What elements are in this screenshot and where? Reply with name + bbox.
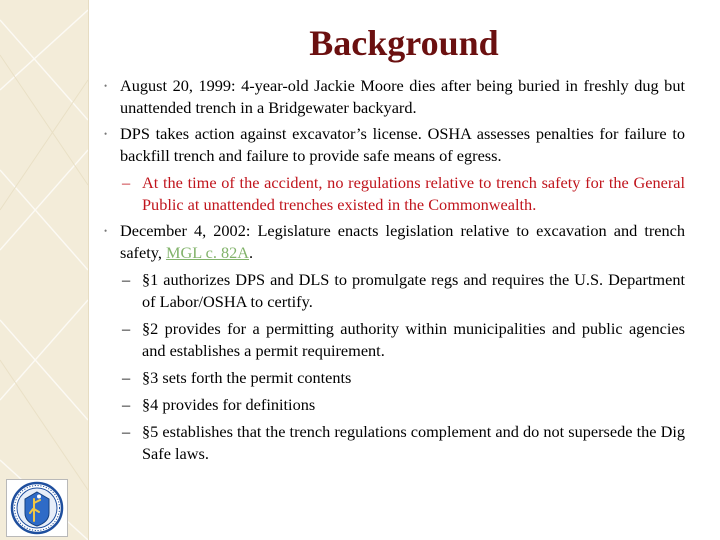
bullet-text: August 20, 1999: 4-year-old Jackie Moore dies after being buried in freshly dug but unattended trench in a Bridgewater backyard.: [120, 76, 685, 117]
bullet-text-end: .: [249, 243, 254, 262]
sub-bullet-item: [104, 421, 685, 465]
bullet-text: DPS takes action against excavator’s license. OSHA assesses penalties for failure to backfill trench and failure to provide safe means of egress.: [120, 124, 685, 165]
dash-icon: –: [122, 368, 131, 387]
dash-icon: –: [122, 319, 131, 338]
sub-bullet-text: §2 provides for a permitting authority within municipalities and public agencies and establishes a permit requirement.: [142, 319, 685, 360]
dash-icon: –: [122, 270, 131, 289]
sub-bullet-item: [104, 269, 685, 313]
sub-bullet-text: §1 authorizes DPS and DLS to promulgate regs and requires the U.S. Department of Labor/OSHA to certify.: [142, 270, 685, 311]
bullet-text: December 4, 2002: Legislature enacts legislation relative to excavation and trench safety,: [120, 221, 685, 262]
sub-bullet-item: [104, 367, 685, 389]
slide-title: Background: [309, 23, 499, 63]
sub-bullet-item: [104, 394, 685, 416]
sub-bullet-text: At the time of the accident, no regulations relative to trench safety for the General Public at unattended trenches existed in the Commonwealth.: [142, 173, 685, 214]
bullet-item: [104, 75, 685, 119]
massachusetts-seal-icon: [6, 479, 68, 537]
sub-bullet-text: §5 establishes that the trench regulations complement and do not supersede the Dig Safe laws.: [142, 422, 685, 463]
decorative-sidebar: [0, 0, 88, 540]
slide-content: [104, 75, 685, 465]
mgl-link[interactable]: MGL c. 82A: [165, 243, 250, 262]
sub-bullet-text: §4 provides for definitions: [142, 395, 316, 414]
sidebar-border: [88, 0, 89, 540]
bullet-item: [104, 123, 685, 167]
dash-icon: –: [122, 395, 131, 414]
dash-icon: –: [122, 173, 131, 192]
bullet-icon: •: [104, 226, 108, 236]
sub-bullet-item: [104, 172, 685, 216]
sub-bullet-item: [104, 318, 685, 362]
bullet-icon: •: [104, 81, 108, 91]
sidebar-pattern: [0, 0, 88, 540]
sub-bullet-text: §3 sets forth the permit contents: [142, 368, 352, 387]
dash-icon: –: [122, 422, 131, 441]
bullet-icon: •: [104, 129, 108, 139]
bullet-item: [104, 220, 685, 264]
